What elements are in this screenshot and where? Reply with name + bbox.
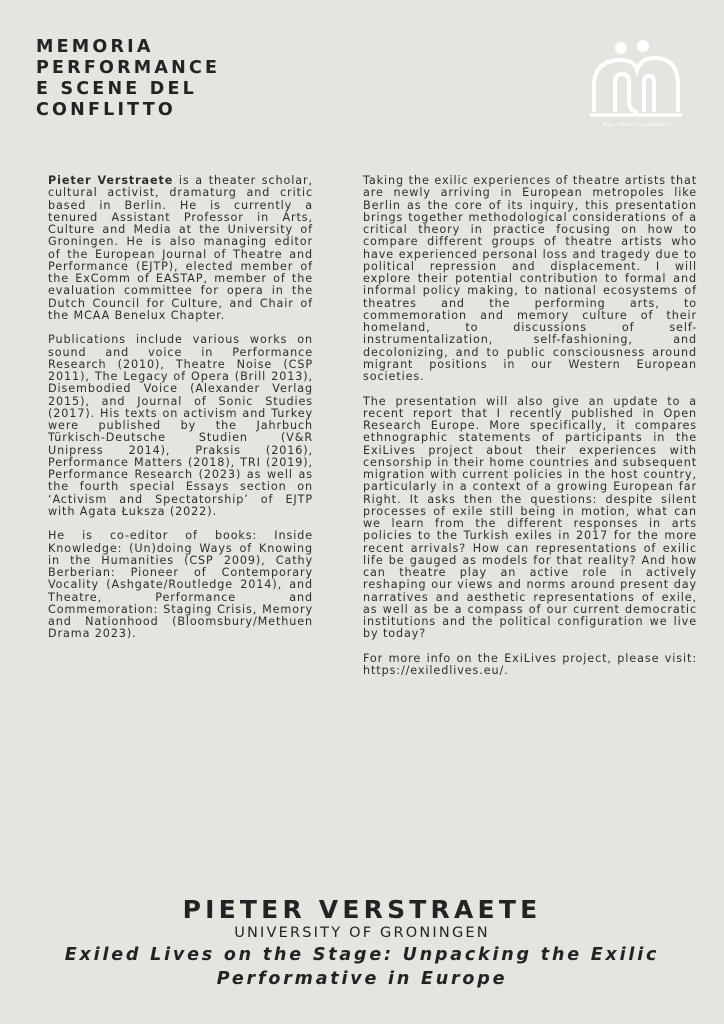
event-title-line: PERFORMANCE: [36, 58, 221, 78]
publications-paragraph: Publications include various works on sound and voice in Performance Research (2010), Theatre Noise (CSP 2011), The Legacy of Opera (Brill 2013), Disembodied Voice (Alexander Verlag 2015), and Journal of Sonic Studies (2017). His texts on activism and Turkey were published by the Jahrbuch Türkisch-Deutsche Studien (V&R Unipress 2014), Praksis (2016), Performance Matters (2018), TRI (2019), Performance Research (2023) as well as the fourth special Essays section on ‘Activism and Spectatorship’ of EJTP with Agata Łuksza (2022).: [48, 333, 313, 518]
abstract-paragraph-1: Taking the exilic experiences of theatre artists that are newly arriving in European metropoles like Berlin as the core of its inquiry, this presentation brings together methodological considerations of a critical theory in practice focusing on how to compare different groups of theatre artists who have experienced personal loss and tragedy due to political repression and displacement. I will explore their potential contribution to formal and informal policy making, to national ecosystems of theatres and the performing arts, to commemoration and memory culture of their homeland, to discussions of self-instrumentalization, self-fashioning, and decolonizing, and to public consciousness around migrant positions in our Western European societies.: [363, 174, 697, 383]
event-title-line: CONFLITTO: [36, 100, 176, 120]
bio-paragraph: [48, 175, 313, 322]
coeditor-paragraph: He is co-editor of books: Inside Knowledge: (Un)doing Ways of Knowing in the Humanities (CSP 2009), Cathy Berberian: Pioneer of Contemporary Vocality (Ashgate/Routledge 2014), and Theatre, Performance and Commemoration: Staging Crisis, Memory and Nationhood (Bloomsbury/Methuen Drama 2023).: [48, 529, 313, 641]
speaker-bio-column: [48, 175, 313, 653]
event-title-line: E SCENE DEL: [36, 79, 197, 99]
abstract-paragraph-2: The presentation will also give an update to a recent report that I recently published in Open Research Europe. More specifically, it compares ethnographic statements of participants in the ExiLives project about their experiences with censorship in their home countries and subsequent migration with current policies in the host country, particularly in a context of a growing European far Right. It asks then the questions: despite silent processes of exile still being in motion, what can we learn from the different responses in arts policies to the Turkish exiles in 2017 for the more recent arrivals? How can representations of exilic life be gauged as models for that reality? And how can theatre play an active role in actively reshaping our views and norms around present day narratives and aesthetic representations of exile, as well as be a compass of our current democratic institutions and the political configuration we live by today?: [363, 394, 697, 641]
bio-text: is a theater scholar, cultural activist, dramaturg and critic based in Berlin. He is currently a tenured Assistant Professor in Arts, Culture and Media at the University of Groningen. He is also managing editor of the European Journal of Theatre and Performance (EJTP), elected member of the ExComm of EASTAP, member of the evaluation committee for opera in the Dutch Council for Culture, and Chair of the MCAA Benelux Chapter.: [48, 174, 313, 322]
event-title-line: MEMORIA: [36, 37, 154, 57]
talk-title-line: Performative in Europe: [216, 968, 508, 989]
talk-title-line: Exiled Lives on the Stage: Unpacking the Exilic: [64, 945, 660, 965]
event-title: [36, 37, 220, 121]
mapp-logo: [588, 38, 684, 130]
abstract-paragraph-3: For more info on the ExiLives project, please visit: https://exiledlives.eu/.: [363, 651, 697, 677]
abstract-column: [363, 175, 697, 690]
speaker-affiliation: UNIVERSITY OF GRONINGEN: [234, 925, 490, 941]
bio-speaker-name: Pieter Verstraete: [48, 174, 174, 187]
speaker-name: PIETER VERSTRAETE: [182, 895, 542, 924]
talk-title: [0, 944, 724, 991]
logo-caption: Mapp · Memoria & performance: [602, 122, 670, 127]
